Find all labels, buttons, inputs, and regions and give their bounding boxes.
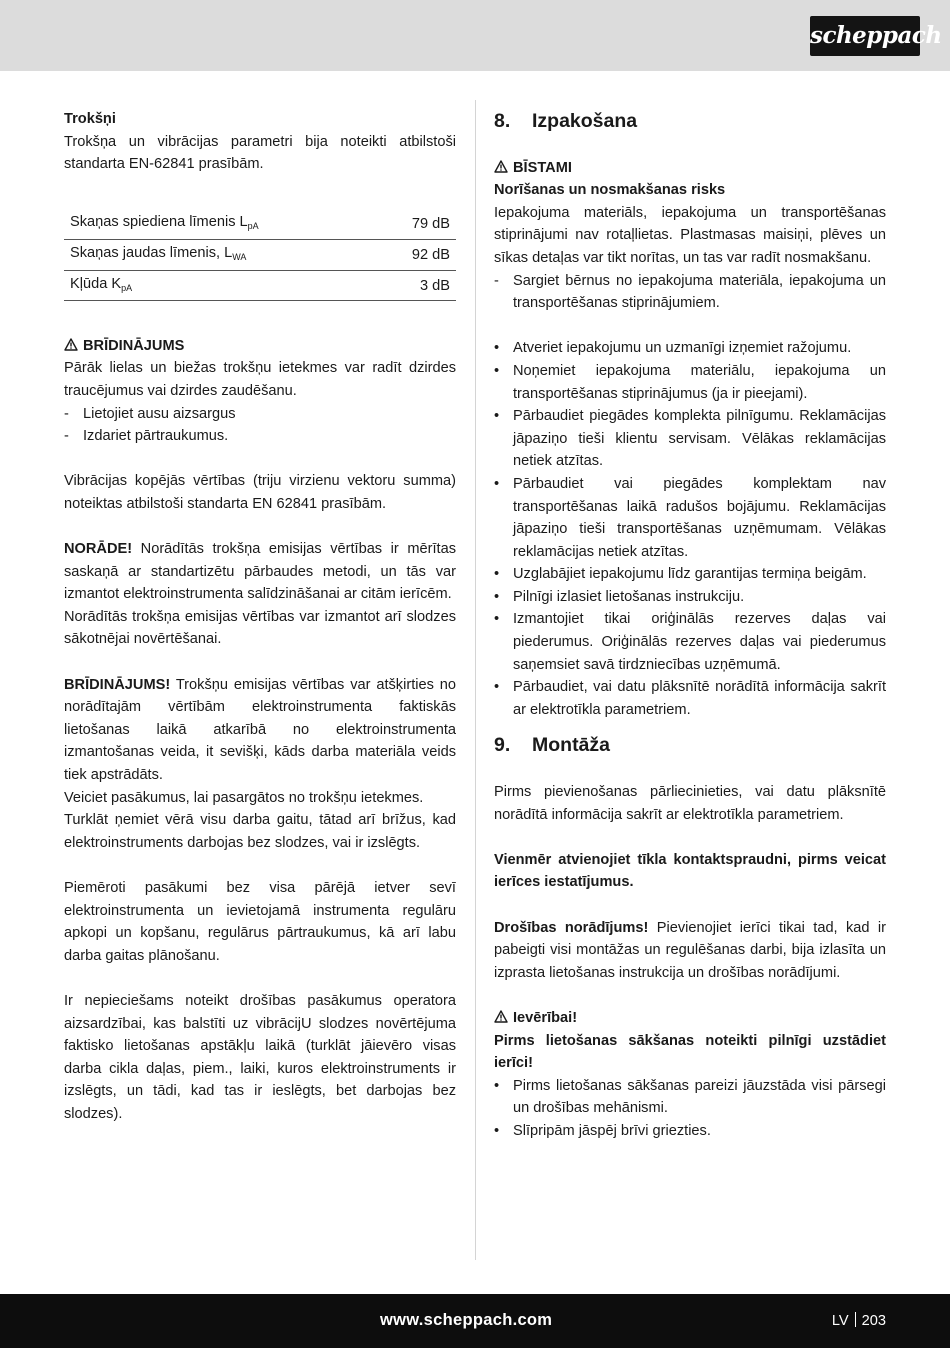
table-row	[64, 209, 456, 239]
column-divider	[475, 100, 476, 1260]
list-item: - Lietojiet ausu aizsargus	[64, 403, 456, 426]
brand-logo: scheppach	[810, 16, 920, 56]
list-item: • Pilnīgi izlasiet lietošanas instrukciju.	[494, 586, 886, 609]
attention-text: Pirms lietošanas sākšanas noteikti pilnīgi uzstādiet ierīci!	[494, 1032, 886, 1072]
spec-label: Skaņas jaudas līmenis, $L_{WA}$	[64, 239, 378, 270]
list-item: • Uzglabājiet iepakojumu līdz garantijas termiņa beigām.	[494, 563, 886, 586]
warning-text: Pārāk lielas un biežas trokšņu ietekmes var radīt dzirdes traucējumus vai dzirdes zaudēšanu.	[64, 360, 456, 399]
note-paragraph: NORĀDE! Norādītās trokšņa emisijas vērtības ir mērītas saskaņā ar standartizētu pārbaudes metodi, un tās var izmantot elektroinstrumenta salīdzināšanai ar citām ierīcēm.	[64, 541, 456, 603]
unpacking-list	[494, 337, 886, 721]
language-code: LV	[831, 1313, 849, 1329]
spec-label: Kļūda $K_{pA}$	[64, 270, 378, 301]
warning-triangle-icon	[494, 160, 508, 173]
disconnect-text: Vienmēr atvienojiet tīkla kontaktspraudni, pirms veicat ierīces iestatījumus.	[494, 851, 886, 891]
spec-label: Skaņas spiediena līmenis $L_{pA}$	[64, 209, 378, 239]
note-label: NORĀDE!	[64, 541, 133, 558]
list-item: • Slīpripām jāspēj brīvi griezties.	[494, 1120, 886, 1143]
warning2-paragraph-2: Veiciet pasākumus, lai pasargātos no trokšņu ietekmes.	[64, 789, 424, 806]
safety-note: Drošības norādījums! Pievienojiet ierīci tikai tad, kad ir pabeigti visi montāžas un regulēšanas darbi, bija izlasīta un izprasta lietošanas instrukcija un drošības norādījumi.	[494, 919, 887, 981]
attention-heading: Ievērībai!	[494, 1007, 886, 1030]
warning2-paragraph-3: Turklāt ņemiet vērā visu darba gaitu, tātad arī brīžus, kad elektroinstruments darbojas bez slodzes, vai ir izslēgts.	[64, 812, 456, 851]
warning-triangle-icon	[494, 1010, 508, 1023]
danger-text: Iepakojuma materiāls, iepakojuma un transportēšanas stiprinājumi nav rotaļlietas. Plastmasas maisiņi, plēves un sīkas detaļas var tikt norītas, un tas var radīt nosmakšanu.	[494, 204, 886, 266]
list-item: - Sargiet bērnus no iepakojuma materiāla, iepakojuma un transportēšanas stiprinājumiem.	[494, 270, 886, 315]
footer-url: www.scheppach.com	[380, 1311, 553, 1329]
header-band	[0, 0, 950, 71]
warning-list	[64, 403, 456, 448]
noise-specs-table	[64, 209, 456, 301]
warning-heading: BRĪDINĀJUMS	[64, 335, 456, 358]
list-item: • Atveriet iepakojumu un uzmanīgi izņemiet ražojumu.	[494, 337, 886, 360]
right-column	[494, 108, 886, 1143]
warning-triangle-icon	[64, 338, 78, 351]
vibration-text: Vibrācijas kopējās vērtības (triju virzienu vektoru summa) noteiktas atbilstoši standarta EN 62841 prasībām.	[64, 473, 456, 512]
warning2-paragraph: BRĪDINĀJUMS! Trokšņu emisijas vērtības var atšķirties no norādītajām vērtībām elektroinstrumenta faktiskās lietošanas laikā atkarībā no elektroinstrumenta izmantošanas veida, it sevišķi, kāds darba materiāla veids tiek apstrādāts.	[64, 676, 456, 784]
safety-measures-text: Ir nepieciešams noteikt drošības pasākumus operatora aizsardzībai, kas balstīti uz vibrācijU slodzes novērtējuma faktisko lietošanas apstākļu laikā (turklāt jāievēro visas darba cikla daļas, piem., laiki, kuros elektroinstruments ir izslēgts, un tādi, kad tas ir ieslēgts, bet darbojas bez slodzes).	[64, 992, 456, 1122]
list-item: • Pārbaudiet piegādes komplekta pilnīgumu. Reklamācijas jāpaziņo tieši klientu servisam. Vēlākas reklamācijas netiek atzītas.	[494, 405, 886, 473]
section-heading-unpacking: 8. Izpakošana	[494, 110, 638, 132]
list-item: • Pārbaudiet vai piegādes komplektam nav transportēšanas laikā radušos bojājumu. Reklamācijas jāpaziņo tieši transportēšanas uzņēmumam. Vēlākas reklamācijas netiek atzītas.	[494, 473, 886, 563]
spec-value: 92 dB	[378, 239, 456, 270]
danger-heading: BĪSTAMI	[494, 157, 886, 180]
danger-list	[494, 270, 886, 315]
list-item: - Izdariet pārtraukumus.	[64, 425, 456, 448]
list-item: • Pārbaudiet, vai datu plāksnītē norādītā informācija sakrīt ar elektrotīkla parametriem.	[494, 676, 886, 721]
list-item: • Noņemiet iepakojuma materiālu, iepakojuma un transportēšanas stiprinājumus (ja ir pieejami).	[494, 360, 886, 405]
page-indicator	[832, 1310, 886, 1333]
assembly-text: Pirms pievienošanas pārliecinieties, vai datu plāksnītē norādītā informācija sakrīt ar elektrotīkla parametriem.	[494, 784, 886, 823]
footer-bar	[0, 1294, 950, 1348]
left-column	[64, 108, 456, 1126]
noise-intro: Trokšņa un vibrācijas parametri bija noteikti atbilstoši standarta EN-62841 prasībām.	[64, 133, 456, 173]
spec-value: 79 dB	[378, 209, 456, 239]
section-heading-assembly: 9. Montāža	[494, 734, 610, 757]
attention-list	[494, 1075, 886, 1143]
measures-text: Piemēroti pasākumi bez visa pārējā ietver sevī elektroinstrumenta un ievietojamā instrumenta regulāru apkopi un kopšanu, regulārus pārtraukumus, kā arī labu darba gaitas plānošanu.	[64, 880, 456, 964]
noise-heading: Trokšņi	[64, 111, 116, 127]
page-separator	[855, 1312, 856, 1327]
list-item: • Izmantojiet tikai oriģinālās rezerves daļas vai piederumus. Oriģinālās rezerves daļas vai piederumus saņemsiet savā tirdzniecības uzņēmumā.	[494, 608, 886, 676]
page-number: 203	[861, 1313, 886, 1329]
danger-subheading: Norīšanas un nosmakšanas risks	[494, 182, 726, 199]
spec-value: 3 dB	[378, 270, 456, 301]
list-item: • Pirms lietošanas sākšanas pareizi jāuzstāda visi pārsegi un drošības mehānismi.	[494, 1075, 886, 1120]
note-paragraph-2: Norādītās trokšņa emisijas vērtības var izmantot arī slodzes sākotnējai novērtēšanai.	[64, 608, 456, 648]
table-row	[64, 270, 456, 301]
table-row	[64, 239, 456, 270]
safety-label: Drošības norādījums!	[494, 919, 649, 936]
warning2-label: BRĪDINĀJUMS!	[64, 676, 171, 693]
